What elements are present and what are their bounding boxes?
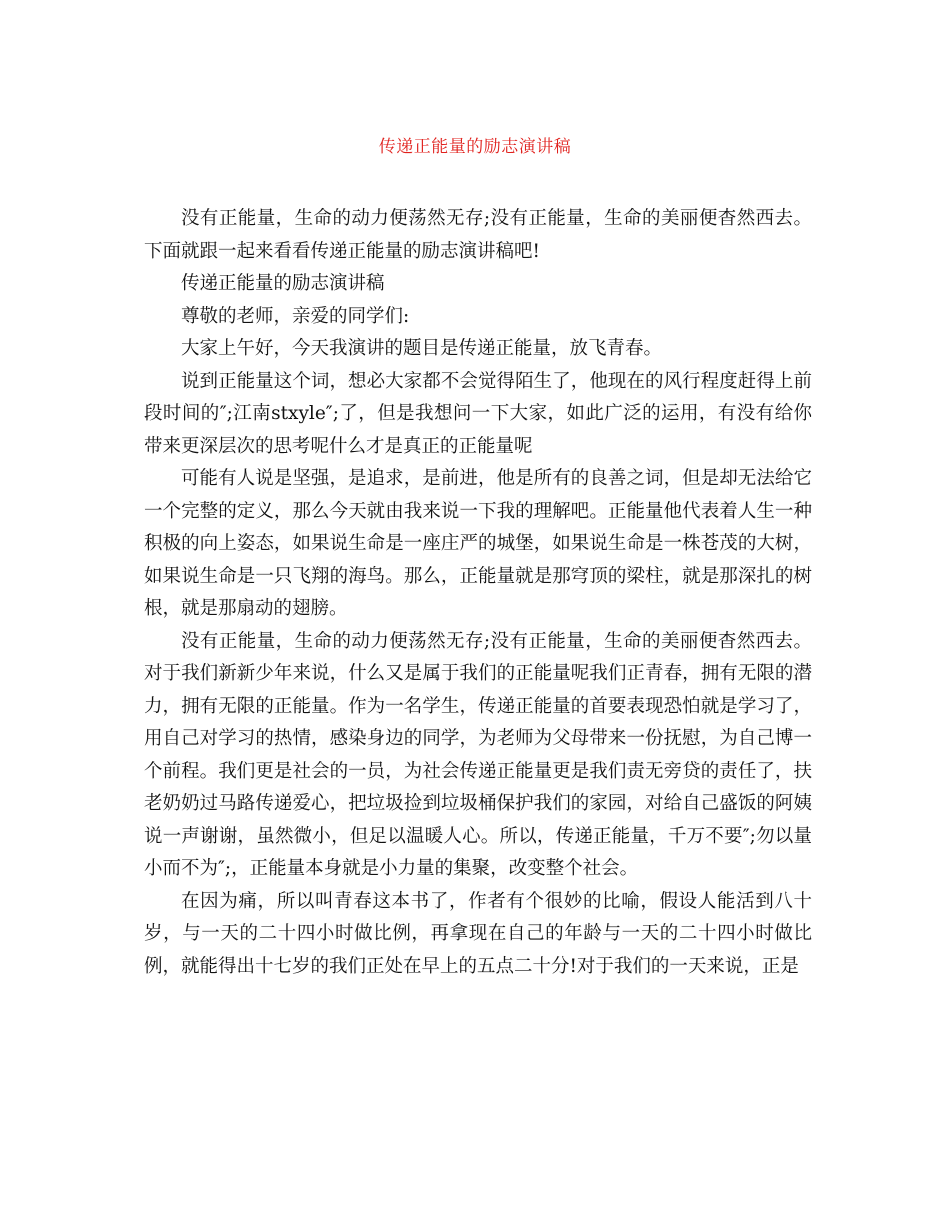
document-title: 传递正能量的励志演讲稿 bbox=[378, 137, 572, 157]
paragraph-body-2: 可能有人说是坚强，是追求，是前进，他是所有的良善之词，但是却无法给它一个完整的定义，那么今天就由我来说一下我的理解吧。正能量他代表着人生一种积极的向上姿态，如果说生命是一座庄严的城堡，如果说生命是一株苍茂的大树，如果说生命是一只飞翔的海鸟。那么，正能量就是那穹顶的梁柱，就是那深扎的树根，就是那扇动的翅膀。 bbox=[144, 468, 812, 619]
paragraph-body-3: 没有正能量，生命的动力便荡然无存;没有正能量，生命的美丽便杳然西去。对于我们新新少年来说，什么又是属于我们的正能量呢我们正青春，拥有无限的潜力，拥有无限的正能量。作为一名学生，传递正能量的首要表现恐怕就是学习了，用自己对学习的热情，感染身边的同学，为老师为父母带来一份抚慰，为自己博一个前程。我们更是社会的一员，为社会传递正能量更是我们责无旁贷的责任了，扶老奶奶过马路传递爱心，把垃圾捡到垃圾桶保护我们的家园，对给自己盛饭的阿姨说一声谢谢，虽然微小，但足以温暖人心。所以，传递正能量，千万不要″;勿以量小而不为″;，正能量本身就是小力量的集聚，改变整个社会。 bbox=[144, 630, 812, 879]
paragraph-opening: 大家上午好，今天我演讲的题目是传递正能量，放飞青春。 bbox=[181, 338, 663, 359]
paragraph-intro: 没有正能量，生命的动力便荡然无存;没有正能量，生命的美丽便杳然西去。下面就跟一起来看看传递正能量的励志演讲稿吧! bbox=[144, 208, 812, 262]
paragraph-body-1: 说到正能量这个词，想必大家都不会觉得陌生了，他现在的风行程度赶得上前段时间的″;江南stxyle″;了，但是我想问一下大家，如此广泛的运用，有没有给你带来更深层次的思考呢什么才是真正的正能量呢 bbox=[144, 370, 812, 457]
paragraph-body-4: 在因为痛，所以叫青春这本书了，作者有个很妙的比喻，假设人能活到八十岁，与一天的二十四小时做比例，再拿现在自己的年龄与一天的二十四小时做比例，就能得出十七岁的我们正处在早上的五点二十分!对于我们的一天来说，正是 bbox=[144, 890, 812, 977]
paragraph-greeting: 尊敬的老师，亲爱的同学们: bbox=[181, 305, 410, 327]
document-body bbox=[144, 203, 812, 983]
paragraph-subtitle: 传递正能量的励志演讲稿 bbox=[181, 273, 385, 294]
